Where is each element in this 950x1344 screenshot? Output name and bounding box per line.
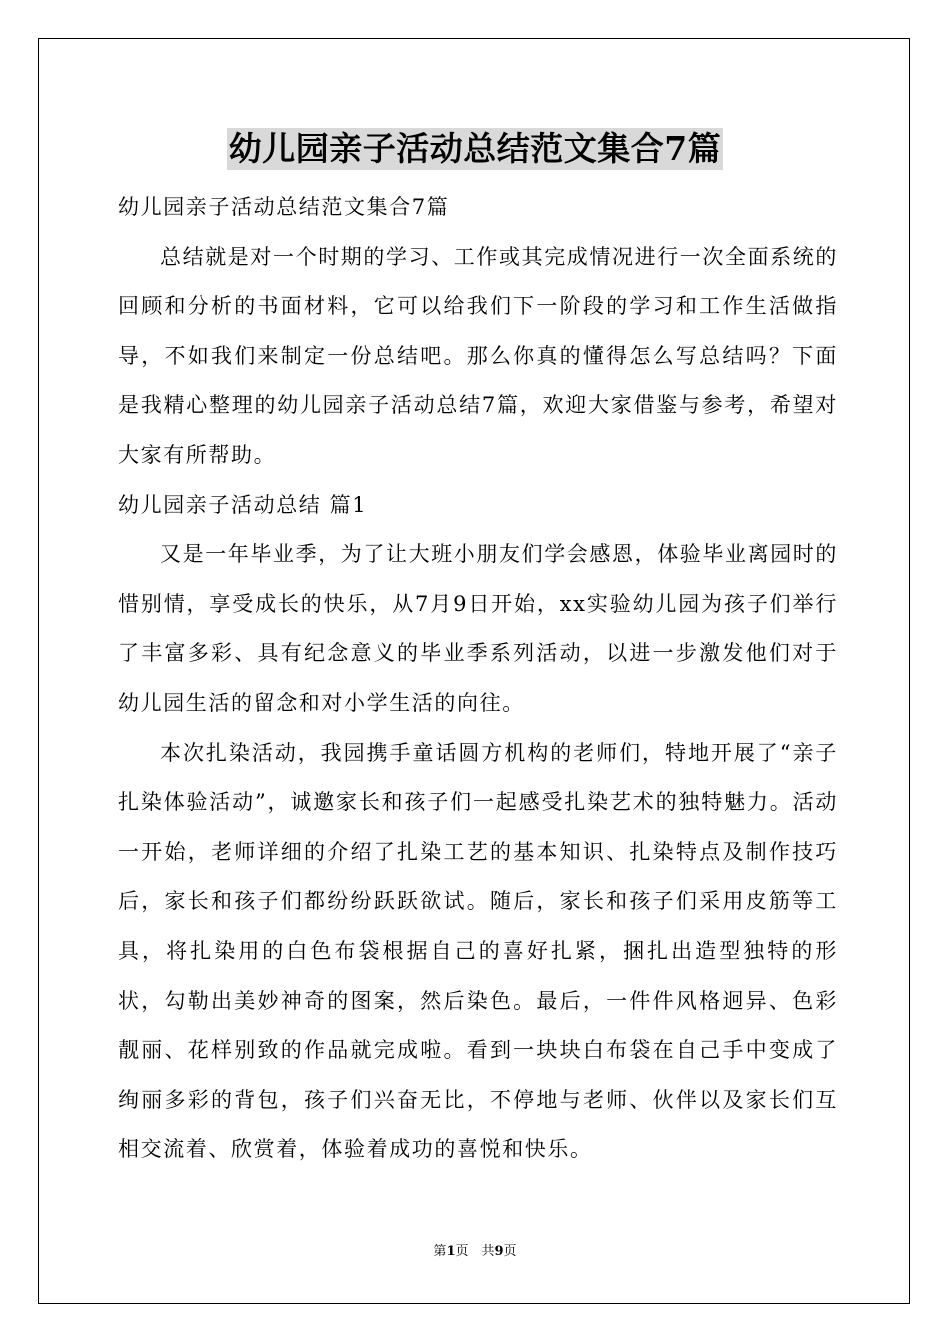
title-container	[0, 128, 950, 170]
section-paragraph-2: 本次扎染活动，我园携手童话圆方机构的老师们，特地开展了“亲子扎染体验活动”，诚邀家长和孩子们一起感受扎染艺术的独特魅力。活动一开始，老师详细的介绍了扎染工艺的基本知识、扎染特点及制作技巧后，家长和孩子们都纷纷跃跃欲试。随后，家长和孩子们采用皮筋等工具，将扎染用的白色布袋根据自己的喜好扎紧，捆扎出造型独特的形状，勾勒出美妙神奇的图案，然后染色。最后，一件件风格迥异、色彩靓丽、花样别致的作品就完成啦。看到一块块白布袋在自己手中变成了绚丽多彩的背包，孩子们兴奋无比，不停地与老师、伙伴以及家长们互相交流着、欣赏着，体验着成功的喜悦和快乐。	[118, 740, 838, 1162]
document-title: 幼儿园亲子活动总结范文集合7篇	[228, 129, 722, 168]
section-paragraph-1: 又是一年毕业季，为了让大班小朋友们学会感恩，体验毕业离园时的惜别情，享受成长的快乐，从7月9日开始，xx实验幼儿园为孩子们举行了丰富多彩、具有纪念意义的毕业季系列活动，以进一步激发他们对于幼儿园生活的留念和对小学生活的向往。	[118, 542, 838, 715]
section-heading: 幼儿园亲子活动总结 篇1	[118, 492, 368, 517]
footer-suffix: 页	[503, 1244, 517, 1259]
document-body	[118, 183, 838, 1175]
document-subtitle: 幼儿园亲子活动总结范文集合7篇	[118, 195, 450, 219]
intro-paragraph: 总结就是对一个时期的学习、工作或其完成情况进行一次全面系统的回顾和分析的书面材料，它可以给我们下一阶段的学习和工作生活做指导，不如我们来制定一份总结吧。那么你真的懂得怎么写总结吗？下面是我精心整理的幼儿园亲子活动总结7篇，欢迎大家借鉴与参考，希望对大家有所帮助。	[118, 244, 838, 467]
footer-prefix: 第	[433, 1244, 447, 1259]
footer-total-pages: 9	[494, 1244, 504, 1259]
footer-current-page: 1	[446, 1244, 456, 1259]
page-footer	[0, 1243, 950, 1261]
footer-mid: 页 共	[455, 1244, 495, 1259]
